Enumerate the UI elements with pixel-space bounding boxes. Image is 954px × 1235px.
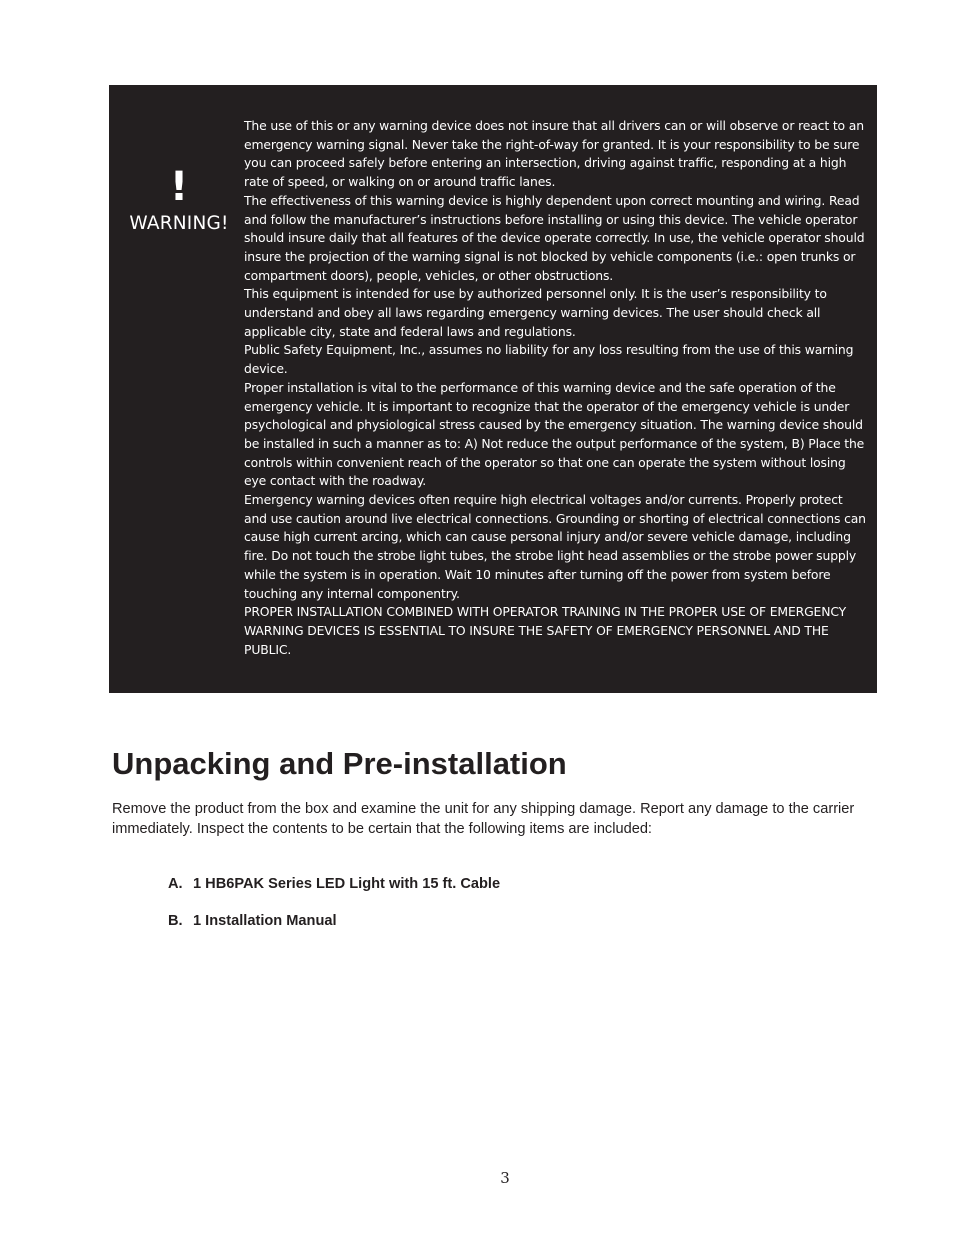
list-item-marker: B. <box>168 913 183 929</box>
exclamation-icon: ! <box>169 164 189 210</box>
warning-paragraph-right-of-way: The use of this or any warning device does not insure that all drivers can or will observe or react to an emergency warning signal. Never take the right-of-way for granted. It is your responsibility to be sure you can proceed safely before entering an intersection, driving against traffic, responding at a high rate of speed, or walking on or around traffic lanes. <box>244 118 864 190</box>
section-title: Unpacking and Pre-installation <box>112 746 567 781</box>
list-item-marker: A. <box>168 876 183 892</box>
list-item-text: 1 HB6PAK Series LED Light with 15 ft. Cable <box>193 876 501 892</box>
warning-text <box>244 117 866 659</box>
warning-label: WARNING! <box>129 213 229 234</box>
warning-paragraph-liability: Public Safety Equipment, Inc., assumes no liability for any loss resulting from the use of this warning device. <box>244 342 854 377</box>
included-items-list <box>168 875 500 949</box>
warning-paragraph-effectiveness: The effectiveness of this warning device is highly dependent upon correct mounting and wiring. Read and follow the manufacturer’s instructions before installing or using this device. The vehicle operator should insure daily that all features of the device operate correctly. In use, the vehicle operator should insure the projection of the warning signal is not blocked by vehicle components (i.e.: open trunks or compartment doors), people, vehicles, or other obstructions. <box>244 192 865 283</box>
warning-paragraph-electrical: Emergency warning devices often require high electrical voltages and/or currents. Properly protect and use caution around live electrical connections. Grounding or shorting of electrical connections can cause high current arcing, which can cause personal injury and/or severe vehicle damage, including fire. Do not touch the strobe light tubes, the strobe light head assemblies or the strobe power supply while the system is in operation. Wait 10 minutes after turning off the power from system before touching any internal componentry. <box>244 492 866 601</box>
section-intro: Remove the product from the box and examine the unit for any shipping damage. Report any damage to the carrier immediately. Inspect the contents to be certain that the following items are included: <box>112 801 855 837</box>
warning-paragraph-installation: Proper installation is vital to the performance of this warning device and the safe operation of the emergency vehicle. It is important to recognize that the operator of the emergency vehicle is under psychological and physiological stress caused by the emergency situation. The warning device should be installed in such a manner as to: A) Not reduce the output performance of the system, B) Place the controls within convenient reach of the operator so that one can operate the system without losing eye contact with the roadway. <box>244 379 865 489</box>
warning-box <box>109 85 877 693</box>
list-item <box>168 875 500 893</box>
warning-paragraph-training: PROPER INSTALLATION COMBINED WITH OPERATOR TRAINING IN THE PROPER USE OF EMERGENCY WARNING DEVICES IS ESSENTIAL TO INSURE THE SAFETY OF EMERGENCY PERSONNEL AND THE PUBLIC. <box>244 604 847 657</box>
list-item <box>168 912 500 930</box>
list-item-text: 1 Installation Manual <box>193 913 337 929</box>
warning-paragraph-authorized-use: This equipment is intended for use by authorized personnel only. It is the user’s responsibility to understand and obey all laws regarding emergency warning devices. The user should check all applicable city, state and federal laws and regulations. <box>244 286 827 339</box>
page-number: 3 <box>500 1169 510 1187</box>
